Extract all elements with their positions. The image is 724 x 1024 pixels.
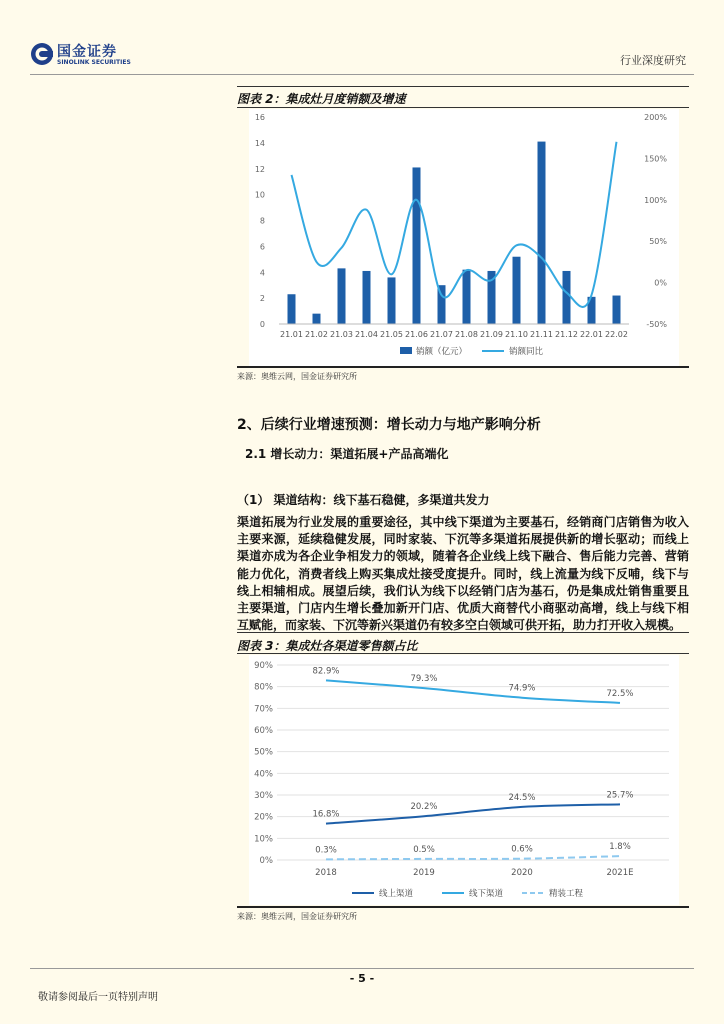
figure2-x-tick-label: 21.01 [280,330,303,339]
footer-divider [30,968,694,969]
figure2-left-tick-label: 10 [254,190,265,200]
figure3-y-tick-label: 0% [259,856,273,866]
figure3-data-label: 0.6% [511,844,533,855]
figure2-right-tick-label: 0% [654,278,667,288]
figure2-x-tick-label: 21.10 [505,330,528,339]
figure3-bottom-rule [237,906,689,908]
figure3-top-rule [237,632,689,633]
figure2-source: 来源：奥维云网，国金证券研究所 [237,372,357,381]
figure2-x-tick-label: 21.09 [480,330,503,339]
figure2-chart [237,109,689,367]
figure3-y-tick-label: 10% [254,834,273,845]
figure2-left-tick-label: 14 [254,138,265,148]
figure3-legend-label: 线下渠道 [469,889,504,899]
figure2-right-tick-label: 100% [644,195,667,205]
figure2-bar [288,294,296,324]
figure2-left-tick-label: 4 [259,268,265,278]
figure2-left-tick-label: 2 [259,294,265,304]
figure3-x-tick-label: 2020 [511,868,533,878]
figure2-left-tick-label: 0 [259,320,265,329]
figure3-title: 图表 3：集成灶各渠道零售额占比 [237,639,418,653]
sinolink-logo [30,40,134,70]
sinolink-logo-mark [30,42,54,66]
figure2-bar [388,277,396,324]
report-type: 行业深度研究 [620,54,686,67]
figure3-title-rule [237,653,689,654]
figure2-bar [538,142,546,324]
page-number: - 5 - [349,972,375,985]
figure2-bar [513,257,521,324]
figure2-legend-bar-swatch [400,347,412,354]
figure2-title-rule [237,107,689,108]
figure2-x-tick-label: 21.12 [555,330,578,339]
figure3-y-tick-label: 50% [254,747,273,758]
section-heading: 2、后续行业增速预测：增长动力与地产影响分析 [237,417,541,433]
figure2-x-tick-label: 21.11 [530,330,553,339]
figure3-source: 来源：奥维云网，国金证券研究所 [237,912,357,921]
figure2-left-tick-label: 12 [254,164,265,174]
figure3-data-label: 16.8% [312,809,340,820]
figure2-x-tick-label: 22.01 [580,330,603,339]
figure2-right-tick-label: -50% [646,320,667,329]
figure3-chart [237,655,689,905]
figure3-legend-label: 精装工程 [549,889,584,899]
logo-chinese-name: 国金证券 [57,44,117,60]
figure3-data-label: 82.9% [312,666,340,677]
figure3-data-label: 0.5% [413,844,435,855]
body-paragraph: 渠道拓展为行业发展的重要途径，其中线下渠道为主要基石，经销商门店销售为收入主要来源，延续稳健发展，同时家装、下沉等多渠道拓展提供新的增长驱动；而线上渠道亦成为各企业争相发力的领域，随着各企业线上线下融合、售后能力完善、营销能力优化，消费者线上购买集成灶接受度提升。同时，线上流量为线下反哺，线下与线上相辅相成。展望后续，我们认为线下以经销门店为基石，仍是集成灶销售重要且主要渠道，门店内生增长叠加新开门店、优质大商替代小商驱动高增，线上与线下相互赋能，而家装、下沉等新兴渠道仍有较多空白领域可供开拓，助力打开收入规模。 [237,515,689,633]
figure2-bar [613,296,621,324]
paragraph-heading: （1） 渠道结构：线下基石稳健，多渠道共发力 [237,493,490,507]
figure3-y-tick-label: 70% [254,704,273,715]
figure2-title: 图表 2：集成灶月度销额及增速 [237,92,406,106]
figure3-x-tick-label: 2021E [606,868,634,878]
figure2-x-tick-label: 21.06 [405,330,428,339]
figure3-y-tick-label: 80% [254,682,273,693]
figure2-x-tick-label: 21.08 [455,330,478,339]
figure3-data-label: 24.5% [508,792,536,803]
figure3-legend-label: 线上渠道 [379,889,414,899]
figure2-left-tick-label: 8 [259,216,265,226]
figure2-x-tick-label: 21.02 [305,330,328,339]
figure2-left-tick-label: 6 [259,242,265,252]
figure2-plot-background [249,109,679,367]
disclaimer-note: 敬请参阅最后一页特别声明 [38,992,158,1003]
logo-english-name: SINOLINK SECURITIES [57,59,131,66]
figure2-bottom-rule [237,366,689,368]
figure2-right-tick-label: 150% [644,154,667,164]
figure3-y-tick-label: 40% [254,769,273,780]
figure2-top-rule [237,86,689,87]
figure2-x-tick-label: 21.05 [380,330,403,339]
figure3-data-label: 72.5% [606,688,634,699]
figure2-bar [313,314,321,324]
figure3-x-tick-label: 2018 [315,868,337,878]
figure2-bar [463,270,471,324]
figure3-data-label: 79.3% [410,674,438,685]
figure3-data-label: 1.8% [609,842,631,853]
figure2-legend-line-label: 销额同比 [509,347,544,357]
header-divider [30,74,694,75]
figure2-right-tick-label: 50% [649,237,667,247]
figure3-data-label: 74.9% [508,683,536,694]
figure3-data-label: 0.3% [315,845,337,856]
figure3-x-tick-label: 2019 [413,868,435,878]
figure3-y-tick-label: 20% [254,812,273,823]
figure2-bar [363,271,371,324]
figure2-right-tick-label: 200% [644,113,667,122]
figure2-bar [563,271,571,324]
figure2-bar [413,167,421,324]
figure2-x-tick-label: 21.04 [355,330,378,339]
figure2-x-tick-label: 22.02 [605,330,628,339]
figure3-data-label: 20.2% [410,802,438,813]
figure2-x-tick-label: 21.07 [430,330,453,339]
figure3-y-tick-label: 30% [254,791,273,801]
figure3-y-tick-label: 60% [254,726,273,736]
figure3-data-label: 25.7% [606,790,634,801]
figure2-left-tick-label: 16 [254,113,265,122]
figure2-bar [338,268,346,324]
subsection-heading: 2.1 增长动力：渠道拓展+产品高端化 [245,447,449,461]
figure2-x-tick-label: 21.03 [330,330,353,339]
figure3-y-tick-label: 90% [254,661,273,671]
figure2-legend-bar-label: 销额（亿元） [416,347,468,357]
